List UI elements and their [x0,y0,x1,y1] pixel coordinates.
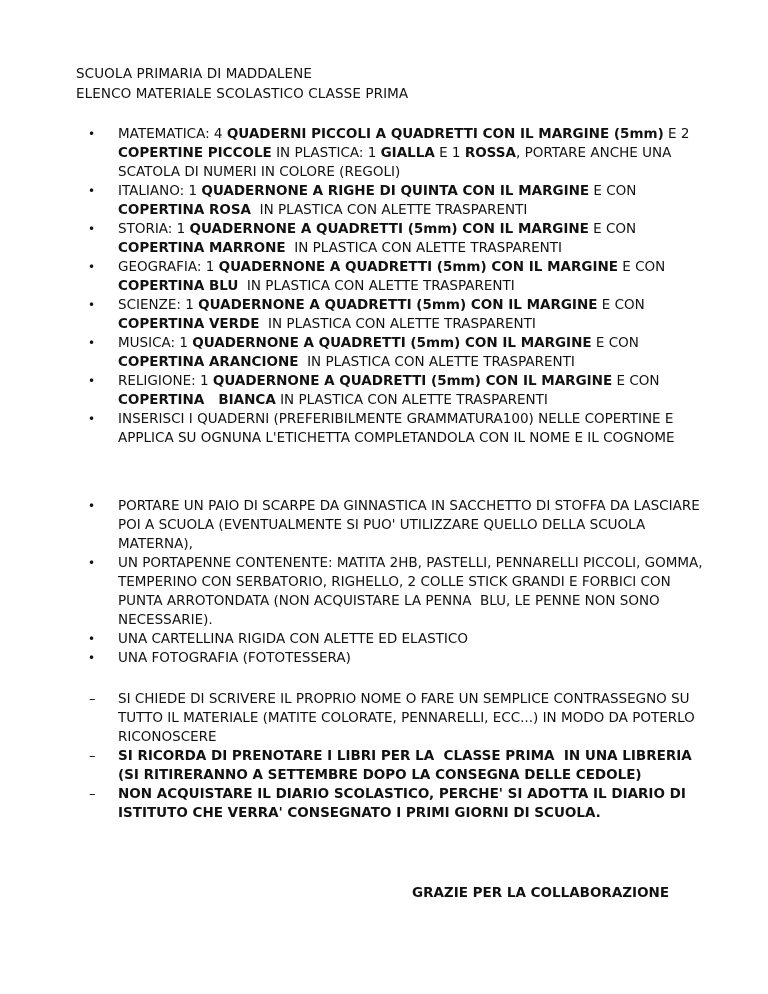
list-item [0,334,768,372]
text: E CON [617,259,674,275]
list-title: ELENCO MATERIALE SCOLASTICO CLASSE PRIMA [76,86,409,102]
bold-text: QUADERNI PICCOLI A QUADRETTI CON IL MARGINE (5mm) [226,126,664,142]
text: STORIA: 1 [118,221,190,237]
text: , PORTARE ANCHE UNA SCATOLA DI NUMERI IN COLORE (REGOLI) [118,145,676,180]
list-item [0,690,768,747]
bold-text: QUADERNONE A QUADRETTI (5mm) CON IL MARGINE [198,297,598,313]
text: IN PLASTICA CON ALETTE TRASPARENTI [259,316,536,332]
bullet-marker: • [88,260,96,274]
list-item [0,497,768,554]
list-item [0,554,768,630]
notes-list [0,690,768,823]
bullet-marker: • [88,336,96,350]
bullet-marker: • [88,184,96,198]
text: UNA FOTOGRAFIA (FOTOTESSERA) [118,650,351,666]
closing-thanks: GRAZIE PER LA COLLABORAZIONE [412,885,670,901]
text: E 1 [434,145,465,161]
bold-text: COPERTINA MARRONE [118,240,286,256]
text: E CON [588,221,641,237]
school-name: SCUOLA PRIMARIA DI MADDALENE [76,66,312,82]
bullet-marker: • [88,499,96,513]
bullet-marker: • [88,374,96,388]
bullet-marker: • [88,298,96,312]
list-item [0,296,768,334]
text: IN PLASTICA CON ALETTE TRASPARENTI [298,354,575,370]
text: IN PLASTICA: 1 [271,145,381,161]
bullet-marker: • [88,412,96,426]
bullet-marker: • [88,127,96,141]
bold-text: COPERTINA BLU [118,278,239,294]
subjects-list [0,125,768,448]
text: SI CHIEDE DI SCRIVERE IL PROPRIO NOME O FARE UN SEMPLICE CONTRASSEGNO SU TUTTO IL MATERIALE (MATITE COLORATE, PENNARELLI, ECC...) IN MODO DA POTERLO RICONOSCERE [118,691,700,745]
text: PORTARE UN PAIO DI SCARPE DA GINNASTICA IN SACCHETTO DI STOFFA DA LASCIARE POI A SCUOLA (EVENTUALMENTE SI PUO' UTILIZZARE QUELLO DELLA SCUOLA MATERNA), [118,498,705,552]
bold-text: COPERTINE PICCOLE [118,145,272,161]
text: E CON [591,335,644,351]
bold-text: QUADERNONE A RIGHE DI QUINTA CON IL MARGINE [201,183,590,199]
bold-text: COPERTINA VERDE [118,316,260,332]
bold-text: QUADERNONE A QUADRETTI (5mm) CON IL MARGINE [192,335,592,351]
list-item [0,410,768,448]
text: IN PLASTICA CON ALETTE TRASPARENTI [238,278,515,294]
bold-text: QUADERNONE A QUADRETTI (5mm) CON IL MARGINE [218,259,618,275]
bold-text: COPERTINA ARANCIONE [118,354,299,370]
text: MATEMATICA: 4 [118,126,227,142]
bold-text: NON ACQUISTARE IL DIARIO SCOLASTICO, PERCHE' SI ADOTTA IL DIARIO DI ISTITUTO CHE VERRA' CONSEGNATO I PRIMI GIORNI DI SCUOLA. [118,786,691,821]
bullet-marker: • [88,222,96,236]
list-item [0,182,768,220]
list-item [0,258,768,296]
materials-list [0,497,768,668]
text: MUSICA: 1 [118,335,193,351]
text: IN PLASTICA CON ALETTE TRASPARENTI [285,240,562,256]
text: E CON [612,373,664,389]
bullet-marker: • [88,651,96,665]
text: UNA CARTELLINA RIGIDA CON ALETTE ED ELASTICO [118,631,468,647]
bold-text: QUADERNONE A QUADRETTI (5mm) CON IL MARGINE [189,221,589,237]
list-item [0,125,768,182]
list-item [0,747,768,785]
text: E CON [589,183,645,199]
list-item [0,630,768,649]
dash-marker: – [89,692,96,707]
bold-text: COPERTINA ROSA [118,202,252,218]
dash-marker: – [89,749,96,764]
text: SCIENZE: 1 [118,297,199,313]
bold-text: QUADERNONE A QUADRETTI (5mm) CON IL MARGINE [212,373,613,389]
dash-marker: – [89,787,96,802]
bullet-marker: • [88,632,96,646]
bold-text: GIALLA [380,145,435,161]
text: ITALIANO: 1 [118,183,202,199]
text: IN PLASTICA CON ALETTE TRASPARENTI [251,202,528,218]
bold-text: SI RICORDA DI PRENOTARE I LIBRI PER LA CLASSE PRIMA IN UNA LIBRERIA (SI RITIRERANNO A SETTEMBRE DOPO LA CONSEGNA DELLE CEDOLE) [118,748,697,783]
text: GEOGRAFIA: 1 [118,259,219,275]
list-item [0,785,768,823]
bold-text: ROSSA [464,145,516,161]
bold-text: COPERTINA BIANCA [118,392,276,408]
bullet-marker: • [88,556,96,570]
text: E CON [597,297,654,313]
text: E 2 [663,126,694,142]
list-item [0,649,768,668]
text: IN PLASTICA CON ALETTE TRASPARENTI [275,392,548,408]
list-item [0,220,768,258]
text: UN PORTAPENNE CONTENENTE: MATITA 2HB, PASTELLI, PENNARELLI PICCOLI, GOMMA, TEMPERINO CON SERBATORIO, RIGHELLO, 2 COLLE STICK GRANDI E FORBICI CON PUNTA ARROTONDATA (NON ACQUISTARE LA PENNA BLU, LE PENNE NON SONO NECESSARIE). [118,555,707,628]
list-item [0,372,768,410]
text: RELIGIONE: 1 [118,373,213,389]
text: INSERISCI I QUADERNI (PREFERIBILMENTE GRAMMATURA100) NELLE COPERTINE E APPLICA SU OGNUNA L'ETICHETTA COMPLETANDOLA CON IL NOME E IL COGNOME [118,411,678,446]
